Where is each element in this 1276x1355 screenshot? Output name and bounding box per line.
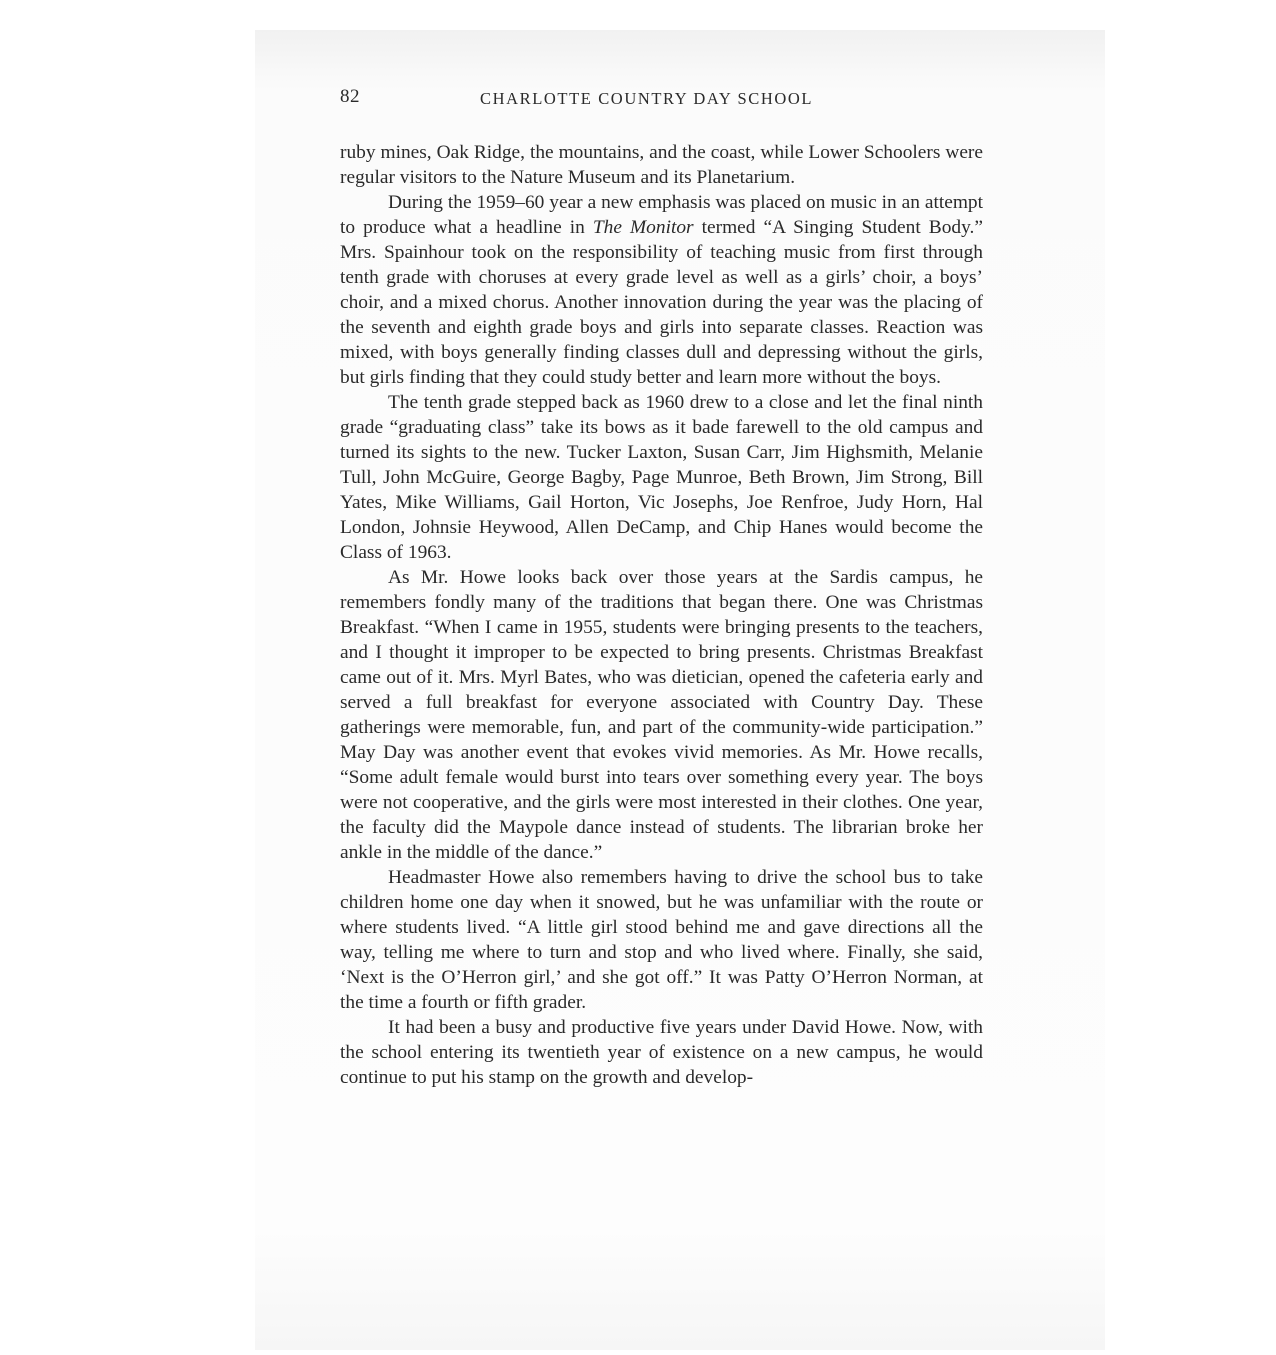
page-header: [340, 86, 980, 116]
body-text: [340, 140, 983, 1090]
paragraph-2: [340, 190, 983, 390]
paragraph-1: ruby mines, Oak Ridge, the mountains, and the coast, while Lower Schoolers were regular visitors to the Nature Museum and its Planetarium.: [340, 142, 983, 188]
paragraph-2-before: During the 1959–60 year a new emphasis was placed on music in an attempt to produce what a headline in: [340, 192, 983, 238]
page-number: 82: [340, 86, 360, 107]
paragraph-5: Headmaster Howe also remembers having to drive the school bus to take children home one day when it snowed, but he was unfamiliar with the route or where students lived. “A little girl stood behind me and gave directions all the way, telling me where to turn and stop and who lived where. Finally, she said, ‘Next is the O’Herron girl,’ and she got off.” It was Patty O’Herron Norman, at the time a fourth or fifth grader.: [340, 867, 983, 1013]
publication-title: The Monitor: [592, 217, 694, 238]
paragraph-2-after: termed “A Singing Student Body.” Mrs. Spainhour took on the responsibility of teaching music from first through tenth grade with choruses at every grade level as well as a girls’ choir, a boys’ choir, and a mixed chorus. Another innovation during the year was the placing of the seventh and eighth grade boys and girls into separate classes. Reaction was mixed, with boys generally finding classes dull and depressing without the girls, but girls finding that they could study better and learn more without the boys.: [340, 217, 984, 388]
paragraph-3: The tenth grade stepped back as 1960 drew to a close and let the final ninth grade “graduating class” take its bows as it bade farewell to the old campus and turned its sights to the new. Tucker Laxton, Susan Carr, Jim Highsmith, Melanie Tull, John McGuire, George Bagby, Page Munroe, Beth Brown, Jim Strong, Bill Yates, Mike Williams, Gail Horton, Vic Josephs, Joe Renfroe, Judy Horn, Hal London, Johnsie Heywood, Allen DeCamp, and Chip Hanes would become the Class of 1963.: [340, 392, 983, 563]
paragraph-6: It had been a busy and productive five years under David Howe. Now, with the school entering its twentieth year of existence on a new campus, he would continue to put his stamp on the growth and develop-: [340, 1017, 983, 1088]
running-head: CHARLOTTE COUNTRY DAY SCHOOL: [480, 89, 814, 108]
paragraph-4: As Mr. Howe looks back over those years at the Sardis campus, he remembers fondly many of the traditions that began there. One was Christmas Breakfast. “When I came in 1955, students were bringing presents to the teachers, and I thought it improper to be expected to bring presents. Christmas Breakfast came out of it. Mrs. Myrl Bates, who was dietician, opened the cafeteria early and served a full breakfast for everyone associated with Country Day. These gatherings were memorable, fun, and part of the community-wide participation.” May Day was another event that evokes vivid memories. As Mr. Howe recalls, “Some adult female would burst into tears over something every year. The boys were not cooperative, and the girls were most interested in their clothes. One year, the faculty did the Maypole dance instead of students. The librarian broke her ankle in the middle of the dance.”: [340, 567, 983, 863]
